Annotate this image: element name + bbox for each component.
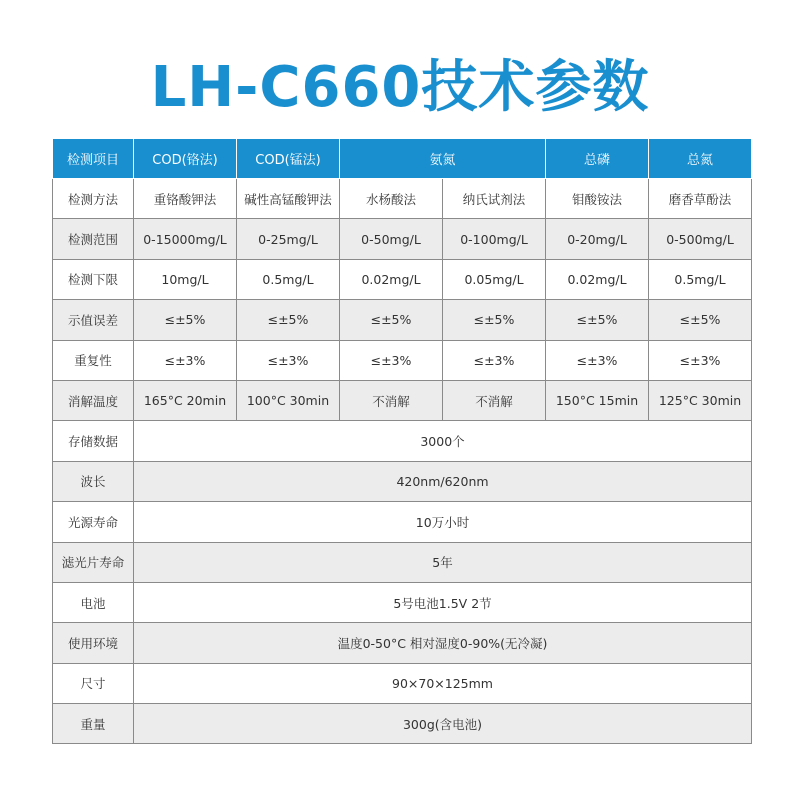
- table-row: [53, 663, 752, 703]
- table-cell: 10mg/L: [134, 259, 237, 299]
- row-label: 光源寿命: [53, 502, 134, 542]
- table-cell-wide: 5年: [134, 542, 752, 582]
- table-row: [53, 542, 752, 582]
- table-cell: 磨香草酚法: [649, 179, 752, 219]
- row-label: 波长: [53, 461, 134, 501]
- row-label: 使用环境: [53, 623, 134, 663]
- table-cell: 100°C 30min: [237, 380, 340, 420]
- table-cell: ≤±5%: [237, 300, 340, 340]
- row-label: 重量: [53, 704, 134, 744]
- table-row: [53, 461, 752, 501]
- table-cell: 纳氏试剂法: [443, 179, 546, 219]
- table-cell: 0-15000mg/L: [134, 219, 237, 259]
- table-cell: 0.02mg/L: [340, 259, 443, 299]
- table-cell: 0.5mg/L: [649, 259, 752, 299]
- table-cell: ≤±3%: [649, 340, 752, 380]
- table-cell: 重铬酸钾法: [134, 179, 237, 219]
- row-label: 消解温度: [53, 380, 134, 420]
- row-label: 重复性: [53, 340, 134, 380]
- row-label: 电池: [53, 582, 134, 622]
- table-cell-wide: 温度0-50°C 相对湿度0-90%(无冷凝): [134, 623, 752, 663]
- row-label: 检测方法: [53, 179, 134, 219]
- table-cell-wide: 90×70×125mm: [134, 663, 752, 703]
- row-label: 滤光片寿命: [53, 542, 134, 582]
- table-cell: ≤±3%: [340, 340, 443, 380]
- row-label: 存储数据: [53, 421, 134, 461]
- table-row: [53, 704, 752, 744]
- header-cell-ammonia: 氨氮: [340, 139, 546, 179]
- table-cell: ≤±3%: [134, 340, 237, 380]
- table-cell: ≤±5%: [134, 300, 237, 340]
- table-cell: 水杨酸法: [340, 179, 443, 219]
- spec-table: [52, 138, 752, 744]
- table-cell-wide: 420nm/620nm: [134, 461, 752, 501]
- table-cell: ≤±3%: [546, 340, 649, 380]
- row-label: 尺寸: [53, 663, 134, 703]
- header-cell-tn: 总氮: [649, 139, 752, 179]
- header-cell-tp: 总磷: [546, 139, 649, 179]
- page-title: LH-C660技术参数: [150, 55, 650, 120]
- header-cell-cod-cr: COD(铬法): [134, 139, 237, 179]
- table-cell: 0.05mg/L: [443, 259, 546, 299]
- table-cell: 碱性高锰酸钾法: [237, 179, 340, 219]
- table-cell-wide: 300g(含电池): [134, 704, 752, 744]
- table-cell: 0-25mg/L: [237, 219, 340, 259]
- table-row: [53, 179, 752, 219]
- table-cell: 钼酸铵法: [546, 179, 649, 219]
- row-label: 检测下限: [53, 259, 134, 299]
- table-cell: 0-100mg/L: [443, 219, 546, 259]
- table-cell: 150°C 15min: [546, 380, 649, 420]
- table-cell: 0.02mg/L: [546, 259, 649, 299]
- table-cell: ≤±5%: [649, 300, 752, 340]
- table-row: [53, 623, 752, 663]
- table-row: [53, 380, 752, 420]
- table-row: [53, 259, 752, 299]
- table-cell: 0-20mg/L: [546, 219, 649, 259]
- table-cell: ≤±3%: [443, 340, 546, 380]
- table-cell-wide: 5号电池1.5V 2节: [134, 582, 752, 622]
- table-cell: 0-500mg/L: [649, 219, 752, 259]
- table-cell: ≤±3%: [237, 340, 340, 380]
- header-row: [53, 139, 752, 179]
- table-row: [53, 421, 752, 461]
- table-cell-wide: 3000个: [134, 421, 752, 461]
- table-row: [53, 219, 752, 259]
- table-cell: ≤±5%: [546, 300, 649, 340]
- table-cell: 165°C 20min: [134, 380, 237, 420]
- table-cell-wide: 10万小时: [134, 502, 752, 542]
- table-cell: ≤±5%: [443, 300, 546, 340]
- header-cell-cod-mn: COD(锰法): [237, 139, 340, 179]
- table-cell: 不消解: [340, 380, 443, 420]
- row-label: 检测范围: [53, 219, 134, 259]
- table-cell: 0-50mg/L: [340, 219, 443, 259]
- table-cell: 0.5mg/L: [237, 259, 340, 299]
- table-row: [53, 340, 752, 380]
- table-cell: 不消解: [443, 380, 546, 420]
- table-row: [53, 502, 752, 542]
- row-label: 示值误差: [53, 300, 134, 340]
- table-cell: 125°C 30min: [649, 380, 752, 420]
- table-row: [53, 300, 752, 340]
- table-cell: ≤±5%: [340, 300, 443, 340]
- header-cell-item: 检测项目: [53, 139, 134, 179]
- table-row: [53, 582, 752, 622]
